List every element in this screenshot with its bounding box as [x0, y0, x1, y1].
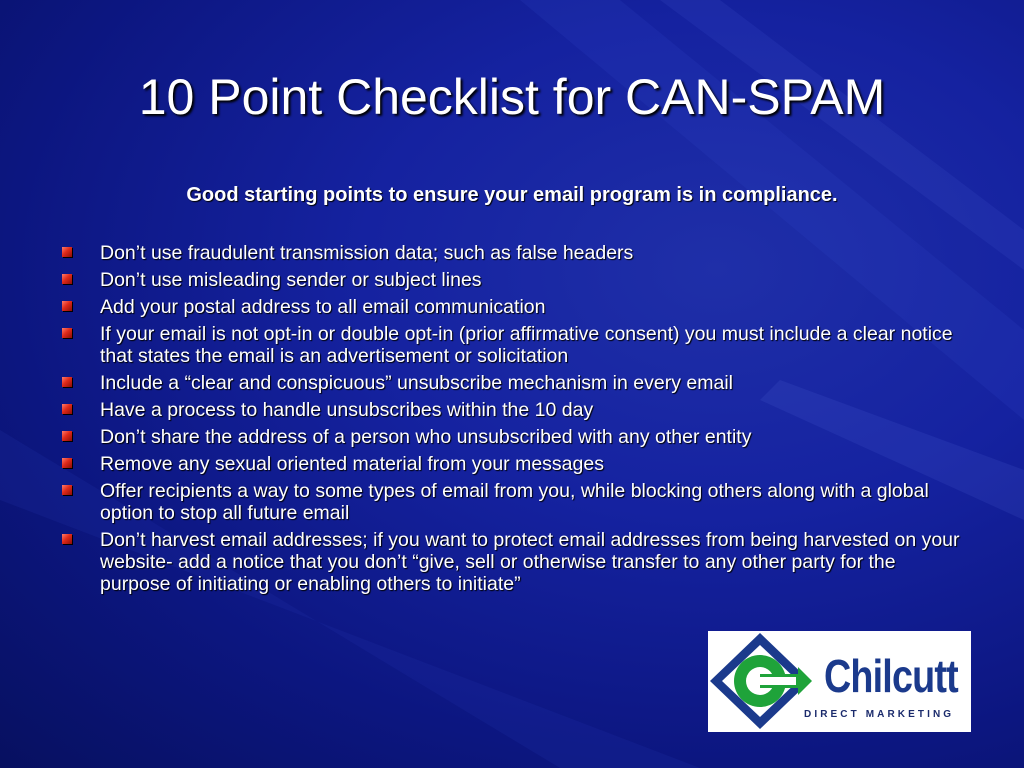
- bullet-icon: [62, 301, 72, 311]
- list-item-text: If your email is not opt-in or double opt-in (prior affirmative consent) you must include a clear notice that states the email is an advertisement or solicitation: [100, 323, 953, 367]
- logo-mark-icon: [708, 631, 818, 732]
- slide-title: 10 Point Checklist for CAN-SPAM: [138, 69, 886, 125]
- bullet-icon: [62, 377, 72, 387]
- list-item-text: Don’t use misleading sender or subject lines: [100, 269, 482, 291]
- bullet-icon: [62, 328, 72, 338]
- bullet-icon: [62, 274, 72, 284]
- company-logo: [708, 631, 971, 732]
- list-item-text: Have a process to handle unsubscribes within the 10 day: [100, 399, 594, 421]
- list-item: [60, 242, 970, 264]
- list-item-text: Offer recipients a way to some types of email from you, while blocking others along with a global option to stop all future email: [100, 480, 929, 524]
- list-item-text: Remove any sexual oriented material from your messages: [100, 453, 604, 475]
- list-item: [60, 269, 970, 291]
- bullet-icon: [62, 247, 72, 257]
- list-item: [60, 480, 970, 524]
- logo-name: Chilcutt: [824, 650, 958, 702]
- list-item-text: Add your postal address to all email communication: [100, 296, 546, 318]
- list-item: [60, 296, 970, 318]
- list-item-text: Don’t use fraudulent transmission data; such as false headers: [100, 242, 634, 264]
- list-item: [60, 426, 970, 448]
- checklist: [60, 242, 970, 600]
- list-item: [60, 372, 970, 394]
- bullet-icon: [62, 485, 72, 495]
- list-item: [60, 529, 970, 595]
- slide-subtitle: Good starting points to ensure your email program is in compliance.: [186, 184, 838, 206]
- list-item: [60, 323, 970, 367]
- list-item-text: Don’t harvest email addresses; if you want to protect email addresses from being harvested on your website- add a notice that you don’t “give, sell or otherwise transfer to any other party for the purpose of initiating or enabling others to initiate”: [100, 529, 960, 595]
- list-item: [60, 399, 970, 421]
- list-item-text: Include a “clear and conspicuous” unsubscribe mechanism in every email: [100, 372, 733, 394]
- list-item: [60, 453, 970, 475]
- bullet-icon: [62, 458, 72, 468]
- bullet-icon: [62, 431, 72, 441]
- list-item-text: Don’t share the address of a person who unsubscribed with any other entity: [100, 426, 752, 448]
- bullet-icon: [62, 404, 72, 414]
- bullet-icon: [62, 534, 72, 544]
- logo-tagline: DIRECT MARKETING: [804, 709, 955, 720]
